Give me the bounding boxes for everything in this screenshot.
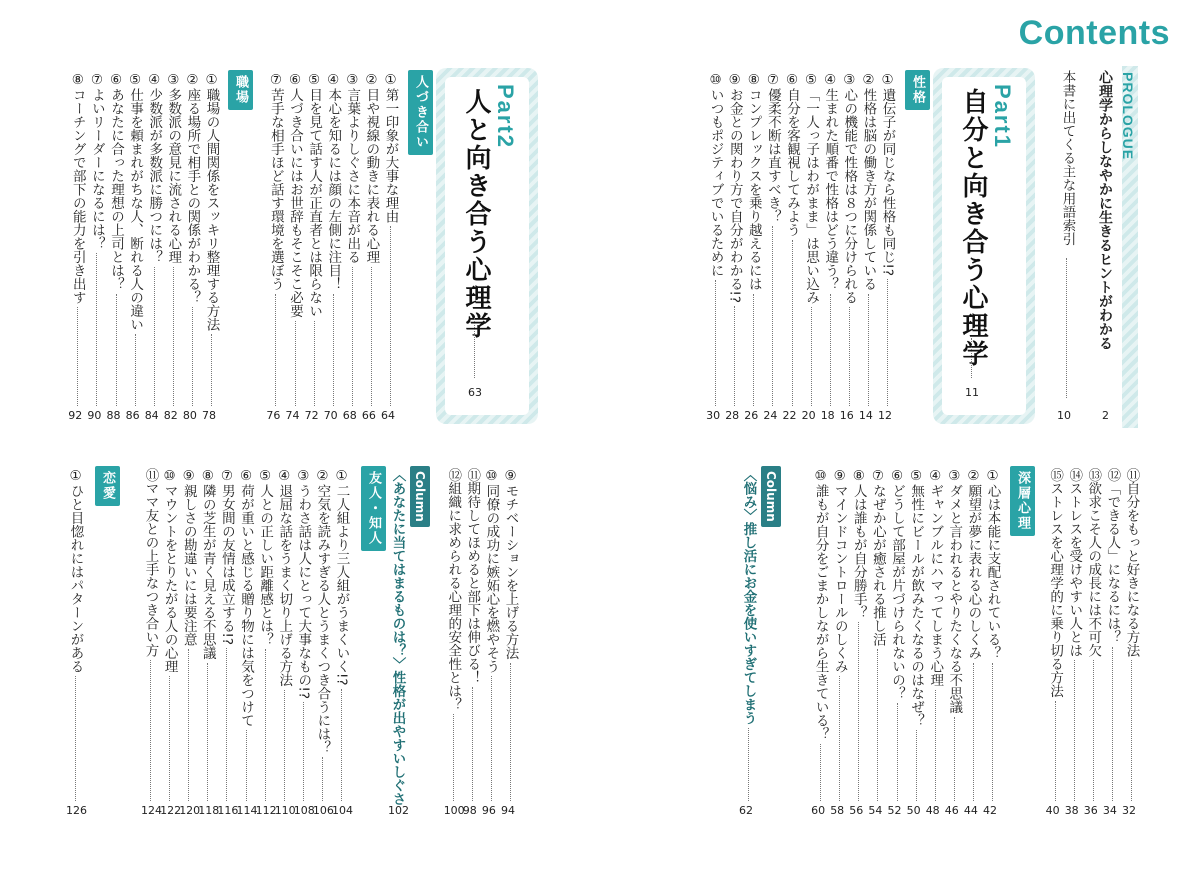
- leader-dots: [169, 676, 170, 801]
- toc-item: ③言葉よりしぐさに本音が出る: [344, 72, 361, 264]
- toc-item: 〈あなたに当てはまるものは？〉性格が出やすいしぐさ: [389, 468, 406, 806]
- toc-item: ⑤人との正しい距離感とは？: [257, 468, 274, 646]
- page-number: 46: [944, 804, 959, 817]
- leader-dots: [77, 307, 78, 406]
- toc-item: ⑩マウントをとりたがる人の心理: [161, 468, 178, 673]
- leader-dots: [954, 717, 955, 802]
- category-tag: 恋愛: [95, 466, 120, 506]
- column-tag: Column: [761, 466, 781, 527]
- toc-item: ②性格は脳の働き方が関係している: [860, 72, 877, 291]
- page-number: 58: [830, 804, 845, 817]
- leader-dots: [916, 730, 917, 801]
- page-number: 20: [801, 409, 816, 422]
- leader-dots: [748, 728, 749, 802]
- column-tag: Column: [410, 466, 430, 527]
- leader-dots: [772, 226, 773, 406]
- page-number: 60: [811, 804, 826, 817]
- toc-item: ⑥自分を客観視してみよう: [784, 72, 800, 237]
- toc-item: ②空気を読みすぎる人とうまくつき合うには？: [314, 468, 331, 754]
- leader-dots: [1055, 701, 1056, 802]
- page-number: 120: [179, 804, 201, 817]
- leader-dots: [333, 294, 334, 407]
- leader-dots: [1093, 660, 1094, 801]
- toc-item: ⑤仕事を頼まれがちな人、断れる人の違い: [127, 72, 144, 331]
- page-number: 40: [1045, 804, 1060, 817]
- page-number: 90: [87, 409, 102, 422]
- leader-dots: [314, 321, 315, 407]
- toc-item: ⑤無性にビールが飲みたくなるのはなぜ？: [908, 468, 925, 727]
- page-number: 124: [141, 804, 162, 817]
- page-number: 66: [361, 409, 376, 422]
- toc-item: ⑮ストレスを心理学的に乗り切る方法: [1047, 468, 1064, 698]
- page-number: 82: [163, 409, 178, 422]
- page-number: 92: [68, 409, 83, 422]
- page-number: 78: [202, 409, 216, 422]
- leader-dots: [935, 690, 936, 802]
- toc-item: ⑨マインドコントロールのしくみ: [831, 468, 848, 673]
- category-tag: 深層心理: [1010, 466, 1035, 536]
- page-number: 50: [906, 804, 921, 817]
- page-number: 30: [706, 409, 721, 422]
- leader-dots: [226, 648, 227, 801]
- category-tag: 職場: [228, 70, 253, 110]
- page-number: 102: [388, 804, 409, 817]
- toc-item: ⑦よいリーダーになるには？: [88, 72, 105, 250]
- leader-dots: [897, 703, 898, 801]
- page-number: 62: [739, 804, 753, 817]
- toc-item: ⑧コンプレックスを乗り越えるには: [745, 72, 762, 291]
- page-number: 52: [887, 804, 902, 817]
- leader-dots: [472, 687, 473, 801]
- leader-dots: [1131, 660, 1132, 801]
- toc-item: ⑨お金との関わり方で自分がわかる!?: [726, 72, 743, 304]
- part1-page: 11: [965, 386, 979, 399]
- leader-dots: [154, 267, 155, 407]
- toc-item: ⑪ママ友との上手なつき合い方: [142, 468, 159, 657]
- toc-item: ④少数派が多数派に勝つには？: [146, 72, 163, 264]
- leader-dots: [390, 226, 391, 406]
- leader-dots: [295, 321, 296, 407]
- leader-dots: [992, 663, 993, 802]
- category-tag: 性格: [905, 70, 930, 110]
- toc-item: ⑨親しさの勘違いには要注意: [180, 468, 197, 646]
- toc-item: ⑫「できる人」になるには？: [1104, 468, 1121, 644]
- page-number: 114: [236, 804, 258, 817]
- leader-dots: [246, 730, 247, 801]
- page-number: 18: [820, 409, 835, 422]
- toc-item: ⑤目を見て話す人が正直者とは限らない: [306, 72, 323, 318]
- leader-dots: [887, 279, 888, 406]
- leader-dots: [973, 663, 974, 802]
- toc-item: ⑨モチベーションを上げる方法: [502, 468, 519, 660]
- page-number: 42: [983, 804, 997, 817]
- toc-item: ⑦男女間の友情は成立する!?: [218, 468, 235, 646]
- leader-dots: [753, 294, 754, 407]
- page-number: 32: [1122, 804, 1136, 817]
- part2-label: Part2: [493, 84, 518, 150]
- page-number: 44: [963, 804, 978, 817]
- toc-item: ⑭ストレスを受けやすい人とは: [1066, 468, 1083, 657]
- category-tag: 友人・知人: [361, 466, 386, 551]
- toc-item: ⑧人は誰もが自分勝手？: [850, 468, 867, 619]
- prologue-item-page: 10: [1057, 409, 1071, 422]
- page-number: 14: [858, 409, 873, 422]
- toc-item: ⑦なぜか心が癒される推し活: [869, 468, 886, 646]
- toc-item: ⑩同僚の成功に嫉妬心を燃やそう: [483, 468, 500, 673]
- part1-label: Part1: [990, 84, 1015, 150]
- toc-item: ⑧隣の芝生が青く見える不思議: [199, 468, 216, 660]
- page-number: 94: [501, 804, 515, 817]
- page-number: 26: [744, 409, 759, 422]
- page-number: 116: [217, 804, 239, 817]
- leader-dots: [265, 649, 266, 801]
- leader-dots: [877, 649, 878, 801]
- leader-dots: [830, 294, 831, 407]
- leader-dots: [322, 757, 323, 801]
- page-number: 34: [1102, 804, 1117, 817]
- leader-dots: [849, 307, 850, 406]
- toc-item: ①職場の人間関係をスッキリ整理する方法: [203, 72, 220, 331]
- leader-dots: [207, 663, 208, 802]
- page-number: 16: [839, 409, 854, 422]
- toc-item: ⑥人づき合いにはお世辞もそこそこ必要: [287, 72, 303, 318]
- part2-title: 人と向き合う心理学: [461, 88, 491, 340]
- page-number: 80: [182, 409, 197, 422]
- leader-dots: [491, 676, 492, 801]
- page-number: 56: [849, 804, 864, 817]
- leader-dots: [116, 294, 117, 407]
- part1-card: [933, 68, 1035, 424]
- part1-title: 自分と向き合う心理学: [958, 88, 988, 368]
- page-number: 22: [782, 409, 797, 422]
- toc-item: ④ギャンブルにハマってしまう心理: [927, 468, 944, 687]
- toc-item: ⑧コーチングで部下の能力を引き出す: [69, 72, 86, 304]
- leader-dots: [1074, 660, 1075, 801]
- page-number: 38: [1064, 804, 1079, 817]
- leader-dots: [839, 676, 840, 801]
- leader-dots: [792, 240, 793, 407]
- leader-dots: [715, 280, 716, 406]
- leader-dots: [858, 622, 859, 801]
- toc-item: ①遺伝子が同じなら性格も同じ!?: [879, 72, 896, 277]
- leader-dots: [510, 663, 511, 802]
- page-number: 104: [332, 804, 353, 817]
- leader-dots: [96, 253, 97, 406]
- page-number: 24: [763, 409, 778, 422]
- toc-item: ④退屈な話をうまく切り上げる方法: [276, 468, 293, 687]
- toc-item: ③心の機能で性格は８つに分けられる: [841, 72, 858, 304]
- prologue-item: 本書に出てくる主な用語索引: [1059, 70, 1076, 246]
- page-number: 122: [160, 804, 182, 817]
- toc-item: ③多数派の意見に流される心理: [165, 72, 182, 264]
- leader-dots: [275, 294, 276, 407]
- page-number: 86: [125, 409, 140, 422]
- page-number: 100: [443, 804, 465, 817]
- toc-item: ⑥どうして部屋が片づけられないの？: [889, 468, 905, 700]
- leader-dots: [75, 676, 76, 801]
- leader-dots: [284, 690, 285, 802]
- leader-dots: [150, 660, 151, 801]
- page-number: 64: [381, 409, 395, 422]
- category-tag: 人づき合い: [408, 70, 433, 155]
- leader-dots: [820, 744, 821, 802]
- leader-dots: [1112, 647, 1113, 802]
- leader-dots: [453, 714, 454, 801]
- toc-item: ②願望が夢に表れる心のしくみ: [965, 468, 982, 660]
- toc-item: ⑦優柔不断は直すべき？: [764, 72, 781, 223]
- leader-dots: [211, 334, 212, 406]
- page-number: 74: [285, 409, 300, 422]
- leader-dots: [371, 267, 372, 407]
- toc-item: ⑥あなたに合った理想の上司とは？: [108, 72, 124, 291]
- leader-dots: [173, 267, 174, 407]
- page-number: 84: [144, 409, 159, 422]
- toc-item: ⑦苦手な相手ほど話す環境を選ぼう: [267, 72, 284, 291]
- toc-item: ③ダメと言われるとやりたくなる不思議: [946, 468, 963, 714]
- page-number: 88: [106, 409, 121, 422]
- leader-dots: [188, 649, 189, 801]
- toc-item: ①二人組より三人組がうまくいく!?: [333, 468, 350, 686]
- page-number: 110: [274, 804, 296, 817]
- leader-dots: [811, 307, 812, 406]
- contents-title: Contents: [1018, 14, 1170, 52]
- page-number: 12: [878, 409, 892, 422]
- leader-dots: [868, 294, 869, 407]
- toc-item: ⑥荷が重いと感じる贈り物には気をつけて: [238, 468, 254, 727]
- toc-item: ⑩誰もが自分をごまかしながら生きている？: [812, 468, 829, 741]
- page-number: 28: [725, 409, 740, 422]
- page-number: 96: [481, 804, 496, 817]
- toc-item: ③うわさ話は人にとって大事なもの!?: [295, 468, 312, 700]
- page-number: 70: [323, 409, 338, 422]
- toc-item: ⑪期待してほめると部下は伸びる！: [464, 468, 481, 684]
- leader-dots: [341, 689, 342, 801]
- toc-item: ⑪自分をもっと好きになる方法: [1123, 468, 1140, 657]
- page-number: 54: [868, 804, 883, 817]
- page-number: 126: [66, 804, 87, 817]
- toc-item: ⑩いつもポジティブでいるために: [707, 72, 724, 277]
- toc-item: ②目や視線の動きに表れる心理: [363, 72, 380, 264]
- page-number: 68: [342, 409, 357, 422]
- page-number: 72: [304, 409, 319, 422]
- page-number: 118: [198, 804, 220, 817]
- toc-item: 〈悩み〉推し活にお金を使いすぎてしまう: [740, 468, 757, 725]
- page-number: 98: [462, 804, 477, 817]
- leader-dots: [135, 334, 136, 406]
- page-number: 108: [293, 804, 315, 817]
- part2-page: 63: [468, 386, 482, 399]
- toc-item: ②座る場所で相手との関係がわかる？: [184, 72, 201, 304]
- leader-dots: [352, 267, 353, 407]
- page-number: 112: [255, 804, 277, 817]
- leader-dots: [734, 306, 735, 406]
- toc-item: ⑬欲求こそ人の成長には不可欠: [1085, 468, 1102, 657]
- prologue-label: PROLOGUE: [1120, 72, 1136, 161]
- leader-dots: [192, 307, 193, 406]
- page-number: 48: [925, 804, 940, 817]
- toc-item: ④生まれた順番で性格はどう違う？: [822, 72, 839, 291]
- toc-item: ④本心を知るには顔の左側に注目！: [325, 72, 342, 291]
- part2-card: [436, 68, 538, 424]
- toc-item: ⑫組織に求められる心理的安全性とは？: [445, 468, 462, 711]
- toc-item: ⑤「一人っ子はわがまま」は思い込み: [803, 72, 820, 304]
- prologue-heading-page: 2: [1102, 409, 1109, 422]
- page-number: 106: [312, 804, 334, 817]
- toc-item: ①心は本能に支配されている？: [984, 468, 1001, 660]
- toc-item: ①第一印象が大事な理由: [382, 72, 399, 223]
- page-number: 36: [1083, 804, 1098, 817]
- toc-item: ①ひと目惚れにはパターンがある: [67, 468, 84, 673]
- page-number: 76: [266, 409, 281, 422]
- prologue-heading: 心理学からしなやかに生きるヒントがわかる: [1097, 70, 1113, 350]
- leader-dots: [303, 702, 304, 801]
